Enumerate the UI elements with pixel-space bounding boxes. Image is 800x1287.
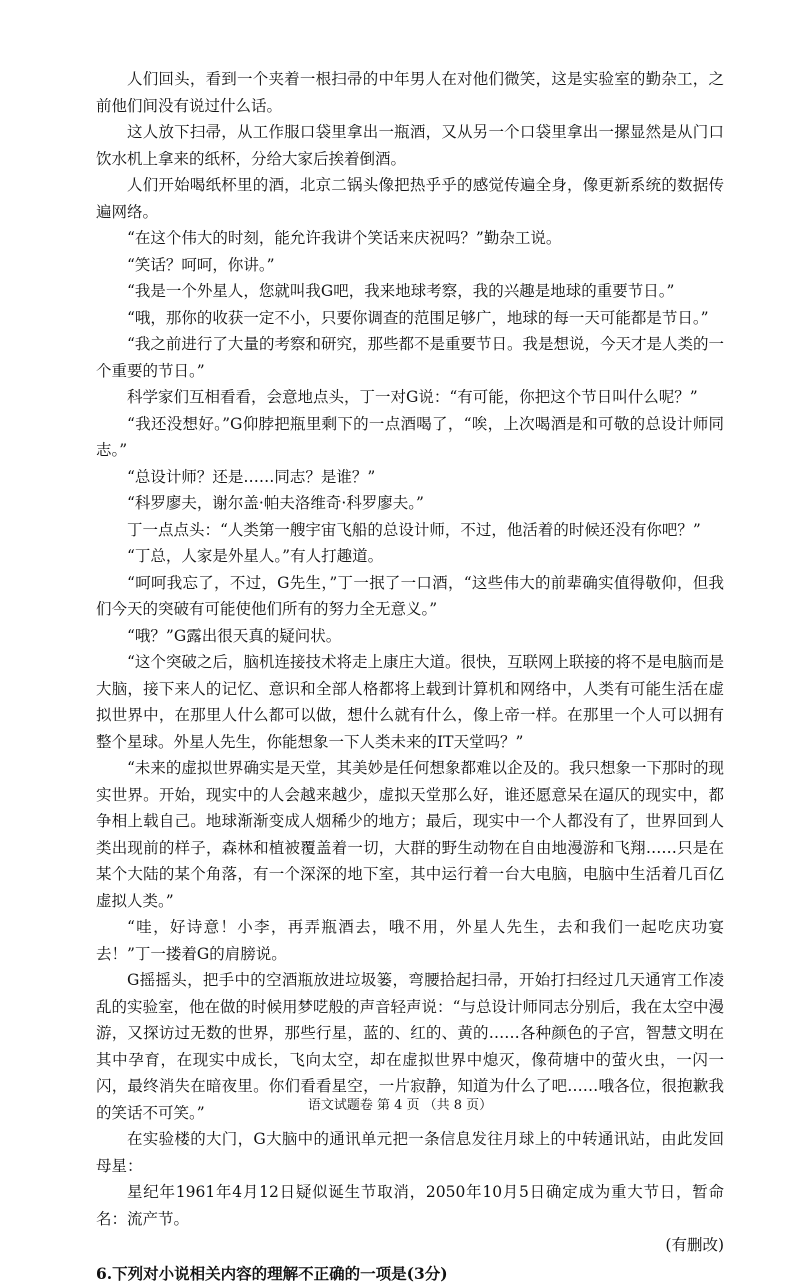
paragraph: “哇，好诗意！小李，再弄瓶酒去，哦不用，外星人先生，去和我们一起吃庆功宴去！”丁一搂着G的肩膀说。 — [96, 914, 724, 967]
paragraph: 星纪年1961年4月12日疑似诞生节取消，2050年10月5日确定成为重大节日，暂命名：流产节。 — [96, 1179, 724, 1232]
question-6: 6.下列对小说相关内容的理解不正确的一项是(3分) — [96, 1261, 724, 1287]
attribution-note: (有删改) — [96, 1232, 724, 1259]
paragraph: “哦？”G露出很天真的疑问状。 — [96, 623, 724, 650]
paragraph: 丁一点点头：“人类第一艘宇宙飞船的总设计师，不过，他活着的时候还没有你吧？” — [96, 517, 724, 544]
paragraph: “笑话？呵呵，你讲。” — [96, 252, 724, 279]
paragraph: 科学家们互相看看，会意地点头，丁一对G说：“有可能，你把这个节日叫什么呢？” — [96, 384, 724, 411]
paragraph: “在这个伟大的时刻，能允许我讲个笑话来庆祝吗？”勤杂工说。 — [96, 225, 724, 252]
paragraph: “我之前进行了大量的考察和研究，那些都不是重要节日。我是想说，今天才是人类的一个重要的节日。” — [96, 331, 724, 384]
paragraph: “哦，那你的收获一定不小，只要你调查的范围足够广，地球的每一天可能都是节日。” — [96, 305, 724, 332]
paragraph: 人们回头，看到一个夹着一根扫帚的中年男人在对他们微笑，这是实验室的勤杂工，之前他们间没有说过什么话。 — [96, 66, 724, 119]
paragraph: 人们开始喝纸杯里的酒，北京二锅头像把热乎乎的感觉传遍全身，像更新系统的数据传遍网络。 — [96, 172, 724, 225]
paragraph: G摇摇头，把手中的空酒瓶放进垃圾篓，弯腰拾起扫帚，开始打扫经过几天通宵工作凌乱的实验室，他在做的时候用梦呓般的声音轻声说：“与总设计师同志分别后，我在太空中漫游，又探访过无数的世界，那些行星，蓝的、红的、黄的……各种颜色的子宫，智慧文明在其中孕育，在现实中成长，飞向太空，却在虚拟世界中熄灭，像荷塘中的萤火虫，一闪一闪，最终消失在暗夜里。你们看看星空，一片寂静，知道为什么了吧……哦各位，很抱歉我的笑话不可笑。” — [96, 967, 724, 1126]
paragraph: “这个突破之后，脑机连接技术将走上康庄大道。很快，互联网上联接的将不是电脑而是大脑，接下来人的记忆、意识和全部人格都将上载到计算机和网络中，人类有可能生活在虚拟世界中，在那里人什么都可以做，想什么就有什么，像上帝一样。在那里一个人可以拥有整个星球。外星人先生，你能想象一下人类未来的IT天堂吗？” — [96, 649, 724, 755]
paragraph: “呵呵我忘了，不过，G先生，”丁一抿了一口酒，“这些伟大的前辈确实值得敬仰，但我们今天的突破有可能使他们所有的努力全无意义。” — [96, 570, 724, 623]
paragraph: “丁总，人家是外星人。”有人打趣道。 — [96, 543, 724, 570]
paragraph: “科罗廖夫，谢尔盖·帕夫洛维奇·科罗廖夫。” — [96, 490, 724, 517]
paragraph: “总设计师？还是……同志？是谁？” — [96, 464, 724, 491]
page-footer: 语文试题卷 第 4 页 （共 8 页） — [0, 1094, 800, 1113]
paragraph: “我还没想好。”G仰脖把瓶里剩下的一点酒喝了，“唉，上次喝酒是和可敬的总设计师同志。” — [96, 411, 724, 464]
paragraph: 在实验楼的大门，G大脑中的通讯单元把一条信息发往月球上的中转通讯站，由此发回母星： — [96, 1126, 724, 1179]
paragraph: “我是一个外星人，您就叫我G吧，我来地球考察，我的兴趣是地球的重要节日。” — [96, 278, 724, 305]
paragraph: 这人放下扫帚，从工作服口袋里拿出一瓶酒，又从另一个口袋里拿出一摞显然是从门口饮水机上拿来的纸杯，分给大家后挨着倒酒。 — [96, 119, 724, 172]
paragraph: “未来的虚拟世界确实是天堂，其美妙是任何想象都难以企及的。我只想象一下那时的现实世界。开始，现实中的人会越来越少，虚拟天堂那么好，谁还愿意呆在逼仄的现实中，都争相上载自己。地球渐渐变成人烟稀少的地方；最后，现实中一个人都没有了，世界回到人类出现前的样子，森林和植被覆盖着一切，大群的野生动物在自由地漫游和飞翔……只是在某个大陆的某个角落，有一个深深的地下室，其中运行着一台大电脑，电脑中生活着几百亿虚拟人类。” — [96, 755, 724, 914]
